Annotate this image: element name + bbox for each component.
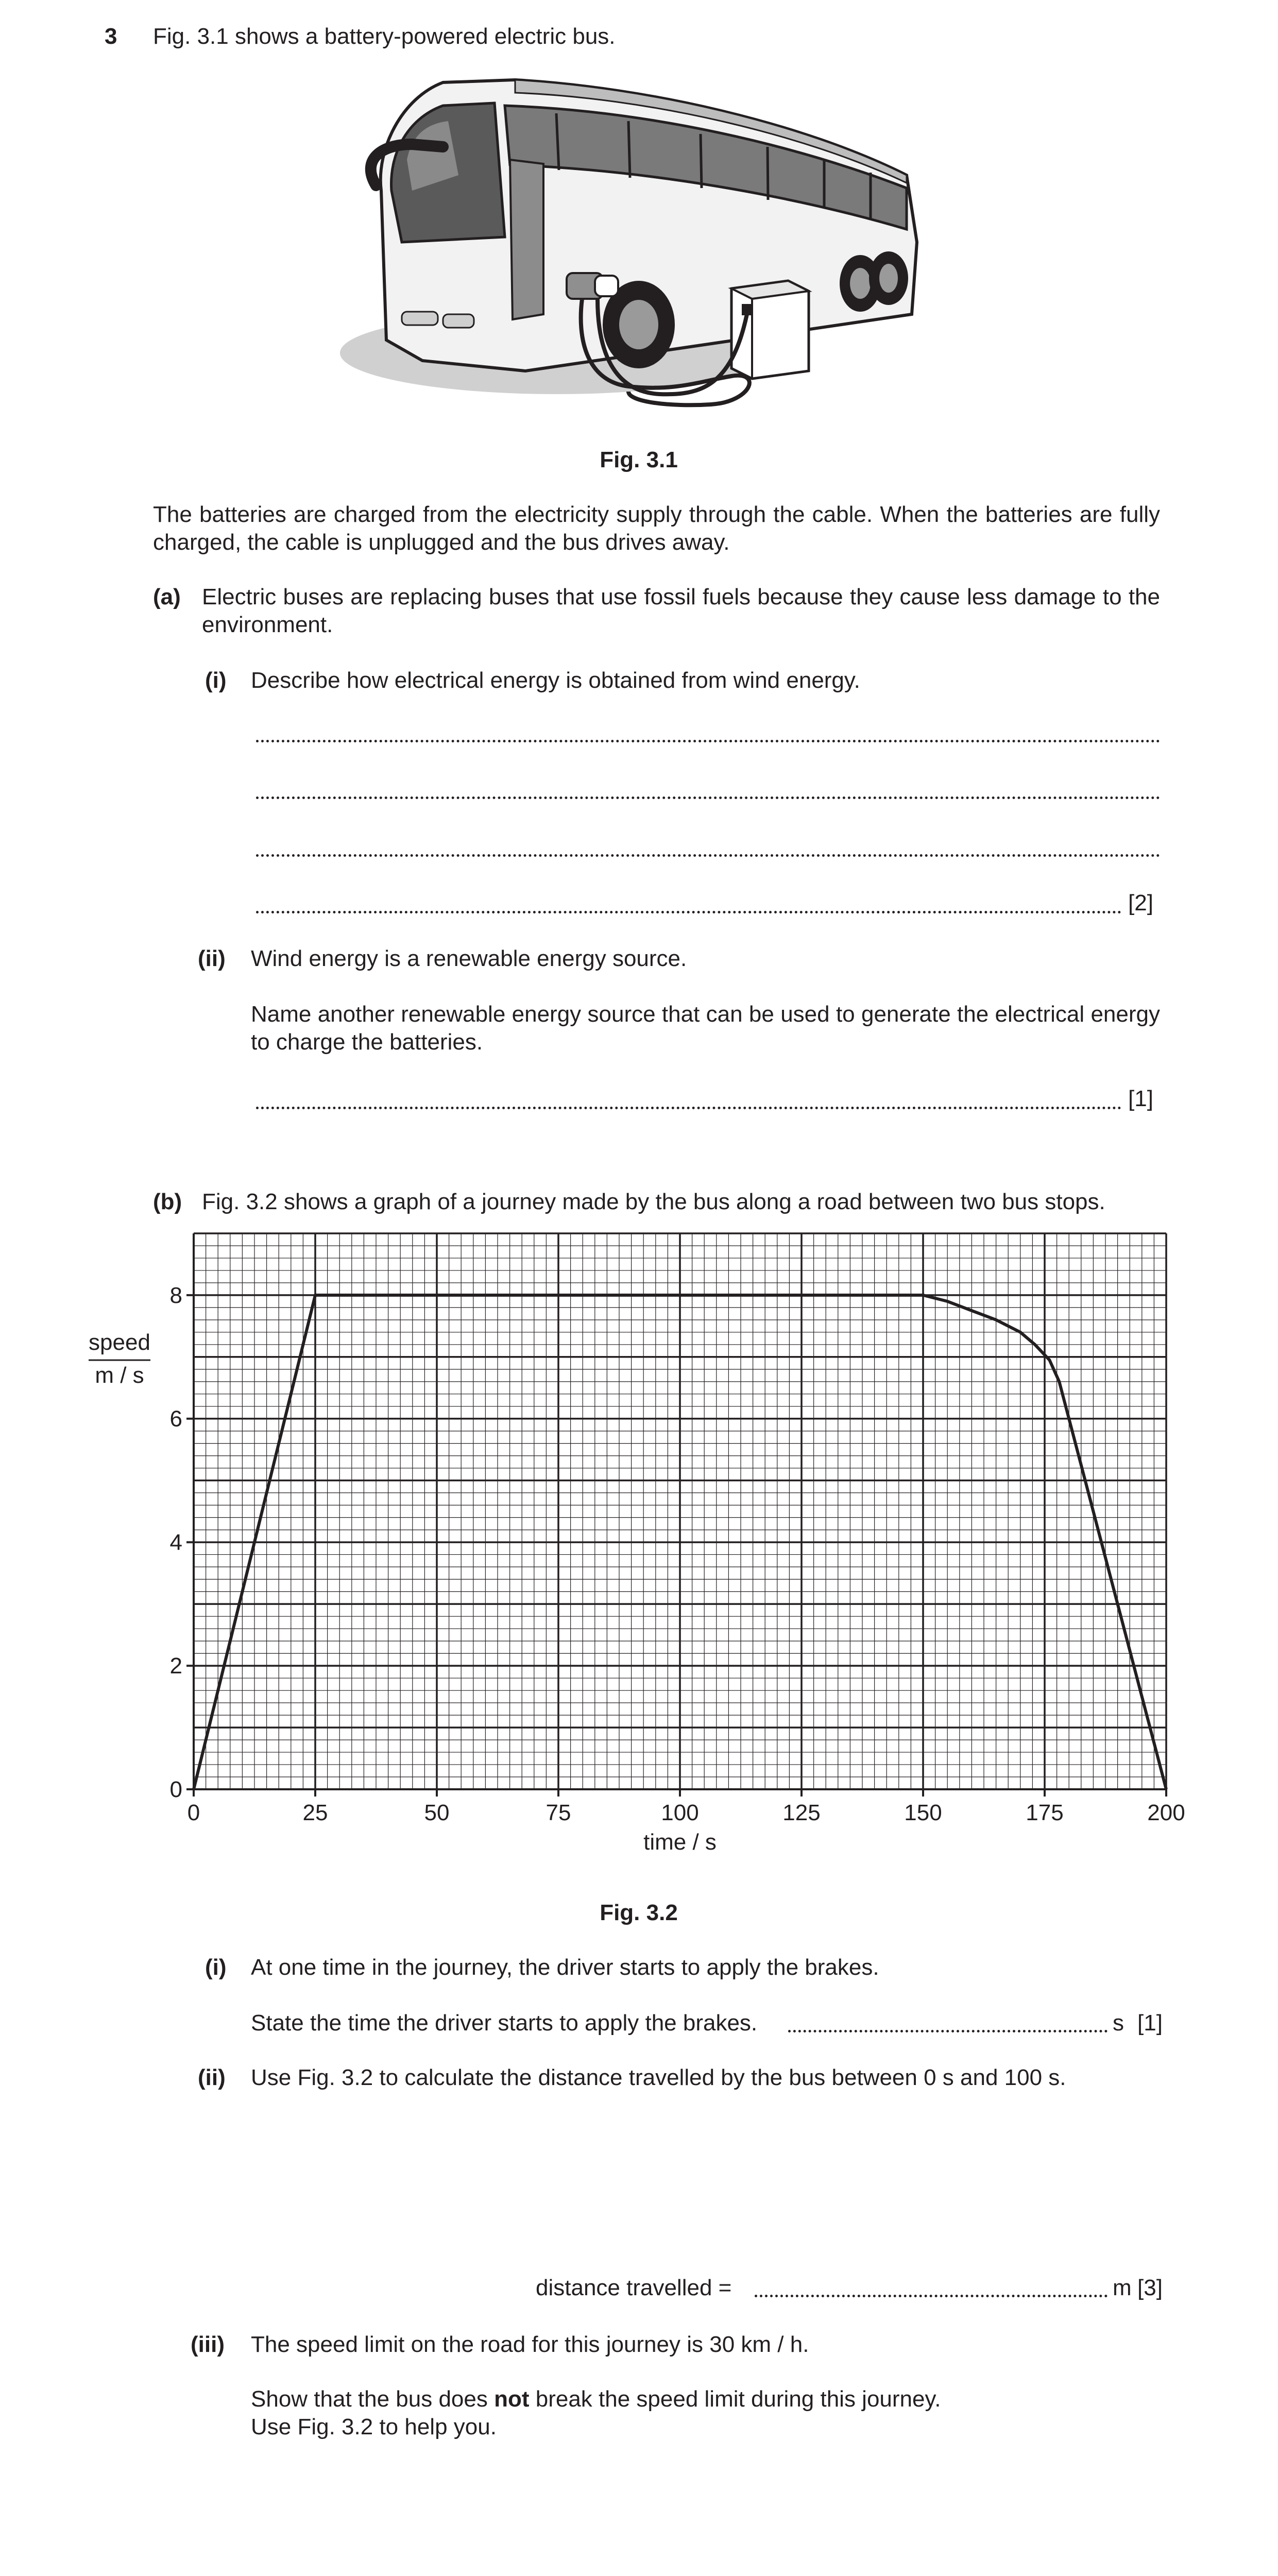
x-tick-label: 100 <box>661 1800 699 1825</box>
question-number: 3 <box>105 24 117 49</box>
part-b-ii-text: Use Fig. 3.2 to calculate the distance travelled by the bus between 0 s and 100 s. <box>251 2065 1066 2090</box>
part-a-stem: Electric buses are replacing buses that use fossil fuels because they cause less damage to the environment. <box>202 584 1160 637</box>
part-b-i-marks: [1] <box>1137 2010 1163 2036</box>
part-a-i-marks: [2] <box>1128 890 1153 916</box>
x-tick-label: 25 <box>302 1800 328 1825</box>
speed-time-graph <box>77 1226 1200 1875</box>
part-b-ii-unit: m <box>1113 2275 1132 2300</box>
x-tick-label: 175 <box>1026 1800 1064 1825</box>
part-a-i-text: Describe how electrical energy is obtained from wind energy. <box>251 668 860 693</box>
x-tick-label: 200 <box>1147 1800 1185 1825</box>
y-tick-label: 4 <box>169 1530 182 1555</box>
fig-3-1-caption: Fig. 3.1 <box>600 447 678 472</box>
y-axis-label-top: speed <box>89 1330 150 1355</box>
part-b-stem: Fig. 3.2 shows a graph of a journey made by the bus along a road between two bus stops. <box>202 1189 1105 1214</box>
x-tick-label: 125 <box>782 1800 821 1825</box>
electric-bus-illustration <box>340 72 932 422</box>
x-tick-label: 50 <box>424 1800 450 1825</box>
part-b-iii-label: (iii) <box>191 2332 225 2357</box>
answer-line[interactable] <box>256 854 1160 857</box>
answer-line[interactable] <box>256 796 1160 799</box>
answer-line[interactable] <box>256 1107 1121 1109</box>
part-b-label: (b) <box>153 1189 182 1214</box>
part-b-i-label: (i) <box>205 1955 227 1980</box>
part-a-ii-marks: [1] <box>1128 1086 1153 1111</box>
graph-grid <box>194 1233 1166 1789</box>
distance-answer-line[interactable] <box>755 2295 1107 2297</box>
part-a-i-label: (i) <box>205 668 227 693</box>
y-tick-label: 2 <box>169 1653 182 1679</box>
y-tick-label: 8 <box>169 1282 182 1308</box>
part-a-label: (a) <box>153 584 181 609</box>
y-tick-label: 0 <box>169 1777 182 1802</box>
y-axis-label-bottom: m / s <box>95 1363 144 1388</box>
part-a-ii-text1: Wind energy is a renewable energy source. <box>251 946 687 971</box>
x-tick-label: 150 <box>904 1800 942 1825</box>
answer-line[interactable] <box>256 911 1121 913</box>
part-b-ii-label: (ii) <box>198 2065 226 2090</box>
x-tick-label: 75 <box>546 1800 571 1825</box>
x-tick-label: 0 <box>187 1800 200 1825</box>
charging-paragraph: The batteries are charged from the electricity supply through the cable. When the batteries are fully charged, the cable is unplugged and the bus drives away. <box>153 502 1160 555</box>
fig-3-2-caption: Fig. 3.2 <box>600 1900 678 1925</box>
part-b-i-text2: State the time the driver starts to apply the brakes. <box>251 2010 758 2036</box>
distance-answer-label: distance travelled = <box>536 2275 732 2300</box>
part-a-ii-label: (ii) <box>198 946 226 971</box>
part-a-ii-text2: Name another renewable energy source that can be used to generate the electrical energy to charge the batteries. <box>251 1002 1160 1055</box>
answer-line[interactable] <box>788 2030 1107 2032</box>
x-axis-label: time / s <box>643 1829 717 1855</box>
question-intro: Fig. 3.1 shows a battery-powered electric bus. <box>153 24 616 49</box>
part-b-iii-text2: Show that the bus does not break the speed limit during this journey. <box>251 2386 941 2412</box>
part-b-i-text1: At one time in the journey, the driver starts to apply the brakes. <box>251 1955 879 1980</box>
part-b-ii-marks: [3] <box>1137 2275 1163 2300</box>
part-b-iii-text1: The speed limit on the road for this journey is 30 km / h. <box>251 2332 809 2357</box>
part-b-iii-text3: Use Fig. 3.2 to help you. <box>251 2414 497 2439</box>
part-b-i-unit: s <box>1113 2010 1124 2036</box>
y-tick-label: 6 <box>169 1406 182 1432</box>
answer-line[interactable] <box>256 740 1160 742</box>
